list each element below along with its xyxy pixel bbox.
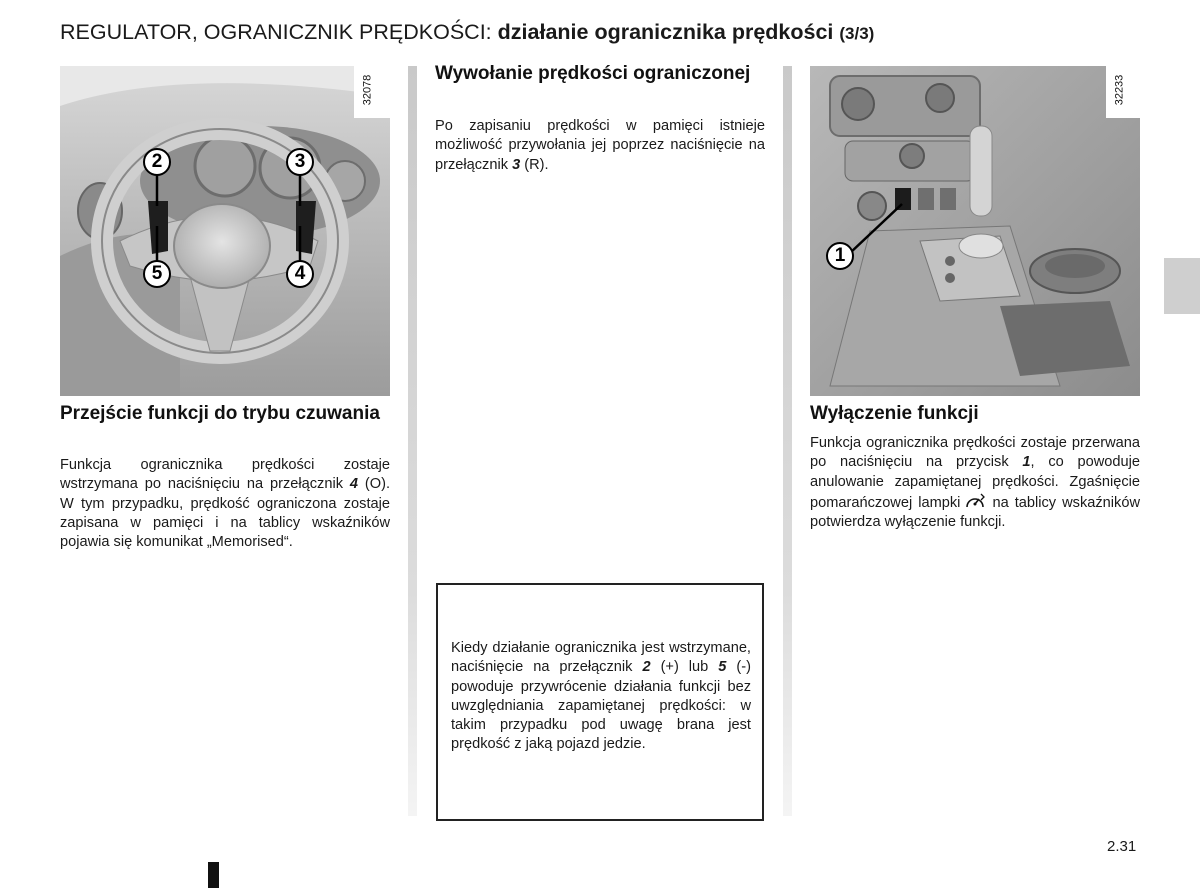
callout-2: 2 — [143, 148, 171, 176]
section-tab — [1164, 258, 1200, 314]
steering-wheel-illustration — [60, 66, 390, 396]
binding-marker — [208, 862, 219, 888]
note-text: Kiedy działanie ogranicznika jest wstrzymane, naciśnięcie na przełącznik 2 (+) lub 5 (-) powoduje przywrócenie działania funkcji bez uwzględniania zapamiętanej prędkości: w takim przypadku pod uwagę brana jest prędkość z jaką pojazd jedzie. — [451, 640, 752, 753]
center-console-photo — [810, 66, 1140, 396]
steering-wheel-photo — [60, 66, 390, 396]
heading-disable: Wyłączenie funkcji — [810, 403, 979, 424]
photo-id: 32078 — [361, 74, 374, 106]
speed-limiter-warning-icon — [964, 492, 986, 510]
photo-id: 32233 — [1113, 74, 1126, 106]
callout-5: 5 — [143, 260, 171, 288]
page-number: 2.31 — [1107, 838, 1137, 855]
callout-1: 1 — [826, 242, 854, 270]
page-title — [60, 20, 874, 45]
title-part-number: (3/3) — [839, 24, 875, 43]
column-divider-left — [408, 66, 417, 816]
paragraph-standby: Funkcja ogranicznika prędkości zostaje wstrzymana po naciśnięciu na przełącznik 4 (O). W tym przypadku, prędkość ograniczona zostaje zapisana w pamięci i na tablicy wskaźników pojawia się komunikat „Memorised“. — [60, 457, 390, 551]
callout-3: 3 — [286, 148, 314, 176]
title-main: REGULATOR, OGRANICZNIK PRĘDKOŚCI: — [60, 20, 492, 44]
heading-standby: Przejście funkcji do trybu czuwania — [60, 403, 380, 424]
note-box — [436, 583, 764, 821]
paragraph-disable: Funkcja ogranicznika prędkości zostaje przerwana po naciśnięciu na przycisk 1, co powoduje anulowanie zapamiętanej prędkości. Zgaśnięcie pomarańczowej lampki na tablicy wskaźników potwierdza wyłączenie funkcji. — [810, 435, 1140, 531]
callout-4: 4 — [286, 260, 314, 288]
title-sub: działanie ogranicznika prędkości — [497, 20, 834, 44]
column-divider-right — [783, 66, 792, 816]
paragraph-recall: Po zapisaniu prędkości w pamięci istnieje możliwość przywołania jej poprzez naciśnięcie na przełącznik 3 (R). — [435, 118, 765, 173]
heading-recall: Wywołanie prędkości ograniczonej — [435, 63, 751, 84]
center-console-illustration — [810, 66, 1140, 396]
